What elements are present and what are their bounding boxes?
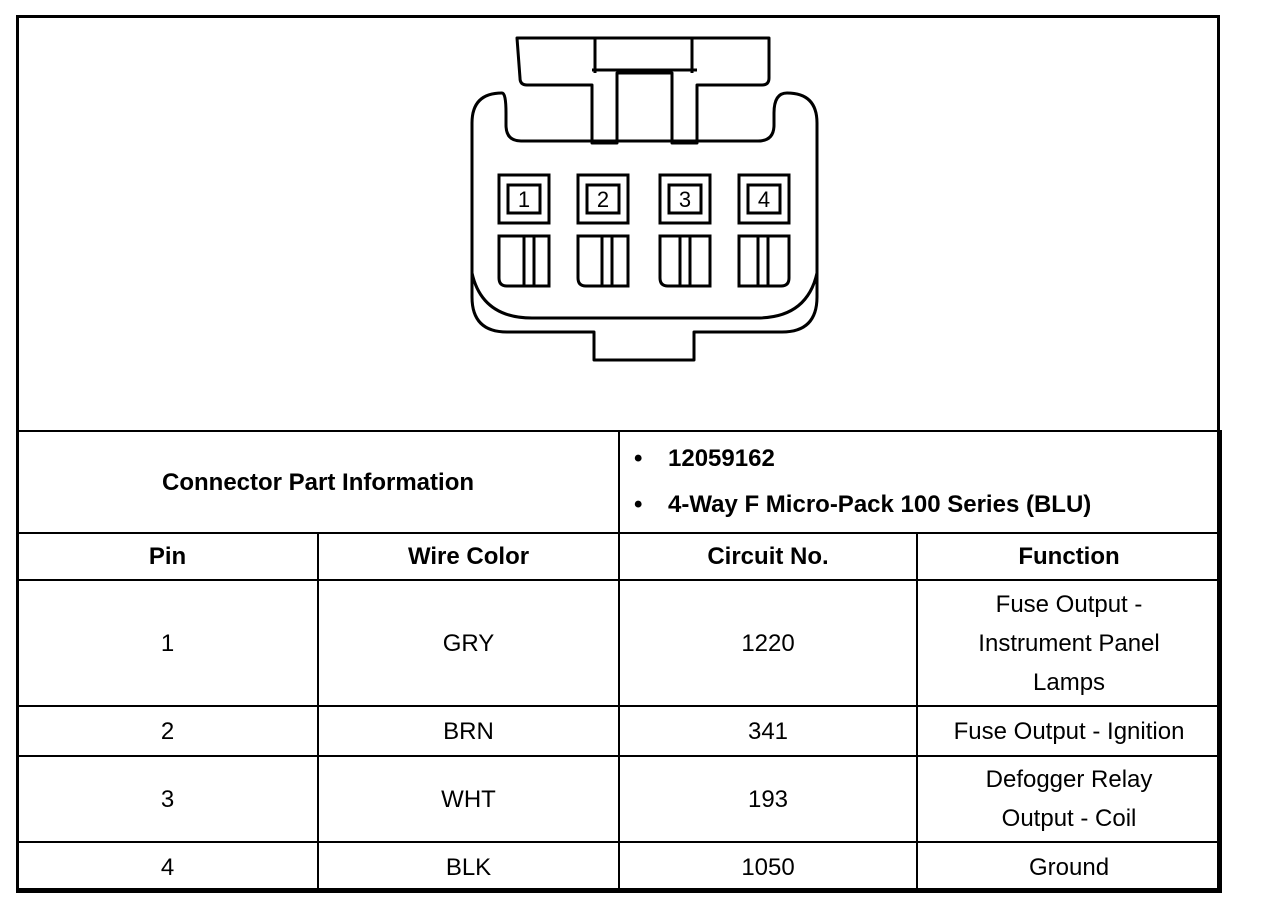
circuit-cell: 193 [619, 756, 917, 842]
wire-color-cell: WHT [318, 756, 619, 842]
function-cell: Fuse Output - Instrument Panel Lamps [917, 580, 1221, 706]
part-info-label: Connector Part Information [17, 431, 619, 533]
part-info-list [620, 436, 1220, 528]
table-row [17, 706, 1221, 756]
part-info-cell [619, 431, 1221, 533]
locking-tab [517, 38, 769, 143]
pin-cavities [499, 175, 789, 286]
function-cell: Defogger Relay Output - Coil [917, 756, 1221, 842]
pinout-table [16, 430, 1222, 893]
table-row [17, 580, 1221, 706]
table-row [17, 842, 1221, 892]
circuit-cell: 1050 [619, 842, 917, 892]
table-row [17, 756, 1221, 842]
header-pin: Pin [17, 533, 318, 580]
pin-label-1: 1 [517, 187, 531, 212]
header-function: Function [917, 533, 1221, 580]
function-cell: Ground [917, 842, 1221, 892]
connector-face-drawing [16, 15, 1220, 431]
function-cell: Fuse Output - Ignition [917, 706, 1221, 756]
wire-color-cell: GRY [318, 580, 619, 706]
pin-label-4: 4 [757, 187, 771, 212]
part-info-item: • 12059162 [634, 445, 775, 472]
pin-cell: 1 [17, 580, 318, 706]
header-circuit: Circuit No. [619, 533, 917, 580]
connector-diagram [16, 15, 1220, 431]
pin-label-3: 3 [678, 187, 692, 212]
header-wire-color: Wire Color [318, 533, 619, 580]
pin-label-2: 2 [596, 187, 610, 212]
pin-cell: 2 [17, 706, 318, 756]
table-header-row [17, 533, 1221, 580]
connector-body [472, 93, 817, 360]
circuit-cell: 1220 [619, 580, 917, 706]
pin-cell: 3 [17, 756, 318, 842]
wire-color-cell: BRN [318, 706, 619, 756]
part-info-item: • 4-Way F Micro-Pack 100 Series (BLU) [634, 491, 1092, 518]
wire-color-cell: BLK [318, 842, 619, 892]
circuit-cell: 341 [619, 706, 917, 756]
pin-cell: 4 [17, 842, 318, 892]
